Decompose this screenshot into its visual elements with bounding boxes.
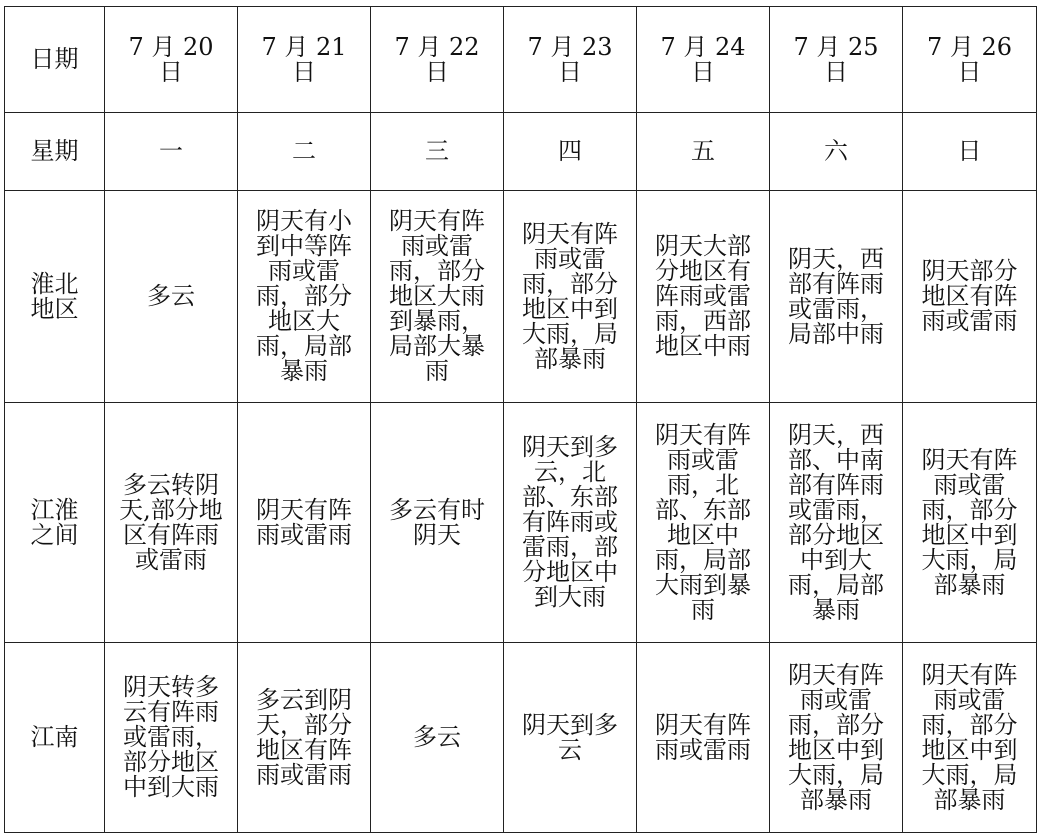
forecast-cell: 阴天大部分地区有阵雨或雷雨，西部地区中雨	[637, 191, 770, 403]
forecast-cell: 阴天有小到中等阵雨或雷雨，部分地区大雨，局部暴雨	[238, 191, 371, 403]
region-name-cell	[5, 191, 105, 403]
region-name-line: 江淮	[30, 495, 79, 524]
region-name-line: 江南	[30, 723, 79, 751]
date-cell: 7 月 21 日	[238, 7, 371, 113]
forecast-cell: 阴天，西部、中南部有阵雨或雷雨，部分地区中到大雨，局部暴雨	[770, 403, 903, 643]
weekday-row	[5, 113, 1037, 191]
forecast-cell: 阴天有阵雨或雷雨，部分地区中到大雨，局部暴雨	[903, 643, 1037, 833]
date-row	[5, 7, 1037, 113]
forecast-cell: 阴天转多云有阵雨或雷雨，部分地区中到大雨	[105, 643, 238, 833]
region-row-jianghuai	[5, 403, 1037, 643]
weekday-cell: 一	[105, 113, 238, 191]
weekday-label-cell: 星期	[5, 113, 105, 191]
date-cell: 7 月 23 日	[504, 7, 637, 113]
forecast-cell: 多云转阴天,部分地区有阵雨或雷雨	[105, 403, 238, 643]
date-label-cell: 日期	[5, 7, 105, 113]
region-name-cell	[5, 403, 105, 643]
forecast-cell: 阴天有阵雨或雷雨，部分地区大雨到暴雨，局部大暴雨	[371, 191, 504, 403]
weekday-cell: 日	[903, 113, 1037, 191]
date-cell: 7 月 24 日	[637, 7, 770, 113]
forecast-cell: 阴天，西部有阵雨或雷雨，局部中雨	[770, 191, 903, 403]
forecast-cell: 阴天有阵雨或雷雨，部分地区中到大雨，局部暴雨	[770, 643, 903, 833]
region-name-line: 淮北	[30, 269, 79, 298]
forecast-cell: 多云有时阴天	[371, 403, 504, 643]
weekday-cell: 三	[371, 113, 504, 191]
region-name-cell	[5, 643, 105, 833]
date-cell: 7 月 22 日	[371, 7, 504, 113]
region-name-line: 之间	[30, 520, 79, 549]
forecast-cell: 阴天有阵雨或雷雨，部分地区中到大雨，局部暴雨	[504, 191, 637, 403]
forecast-cell: 阴天到多云，北部、东部有阵雨或雷雨，部分地区中到大雨	[504, 403, 637, 643]
weather-forecast-table	[4, 6, 1037, 833]
forecast-cell: 阴天有阵雨或雷雨	[238, 403, 371, 643]
date-cell: 7 月 20 日	[105, 7, 238, 113]
region-name-line: 地区	[30, 294, 79, 323]
date-cell: 7 月 26 日	[903, 7, 1037, 113]
weekday-cell: 六	[770, 113, 903, 191]
weekday-cell: 四	[504, 113, 637, 191]
forecast-cell: 阴天有阵雨或雷雨，部分地区中到大雨，局部暴雨	[903, 403, 1037, 643]
date-cell: 7 月 25 日	[770, 7, 903, 113]
forecast-cell: 阴天有阵雨或雷雨	[637, 643, 770, 833]
forecast-cell: 阴天部分地区有阵雨或雷雨	[903, 191, 1037, 403]
forecast-cell: 阴天到多云	[504, 643, 637, 833]
forecast-cell: 多云到阴天，部分地区有阵雨或雷雨	[238, 643, 371, 833]
weekday-cell: 二	[238, 113, 371, 191]
forecast-cell: 多云	[371, 643, 504, 833]
region-row-jiangnan	[5, 643, 1037, 833]
forecast-cell: 阴天有阵雨或雷雨，北部、东部地区中雨，局部大雨到暴雨	[637, 403, 770, 643]
weekday-cell: 五	[637, 113, 770, 191]
forecast-cell: 多云	[105, 191, 238, 403]
region-row-huaibei	[5, 191, 1037, 403]
